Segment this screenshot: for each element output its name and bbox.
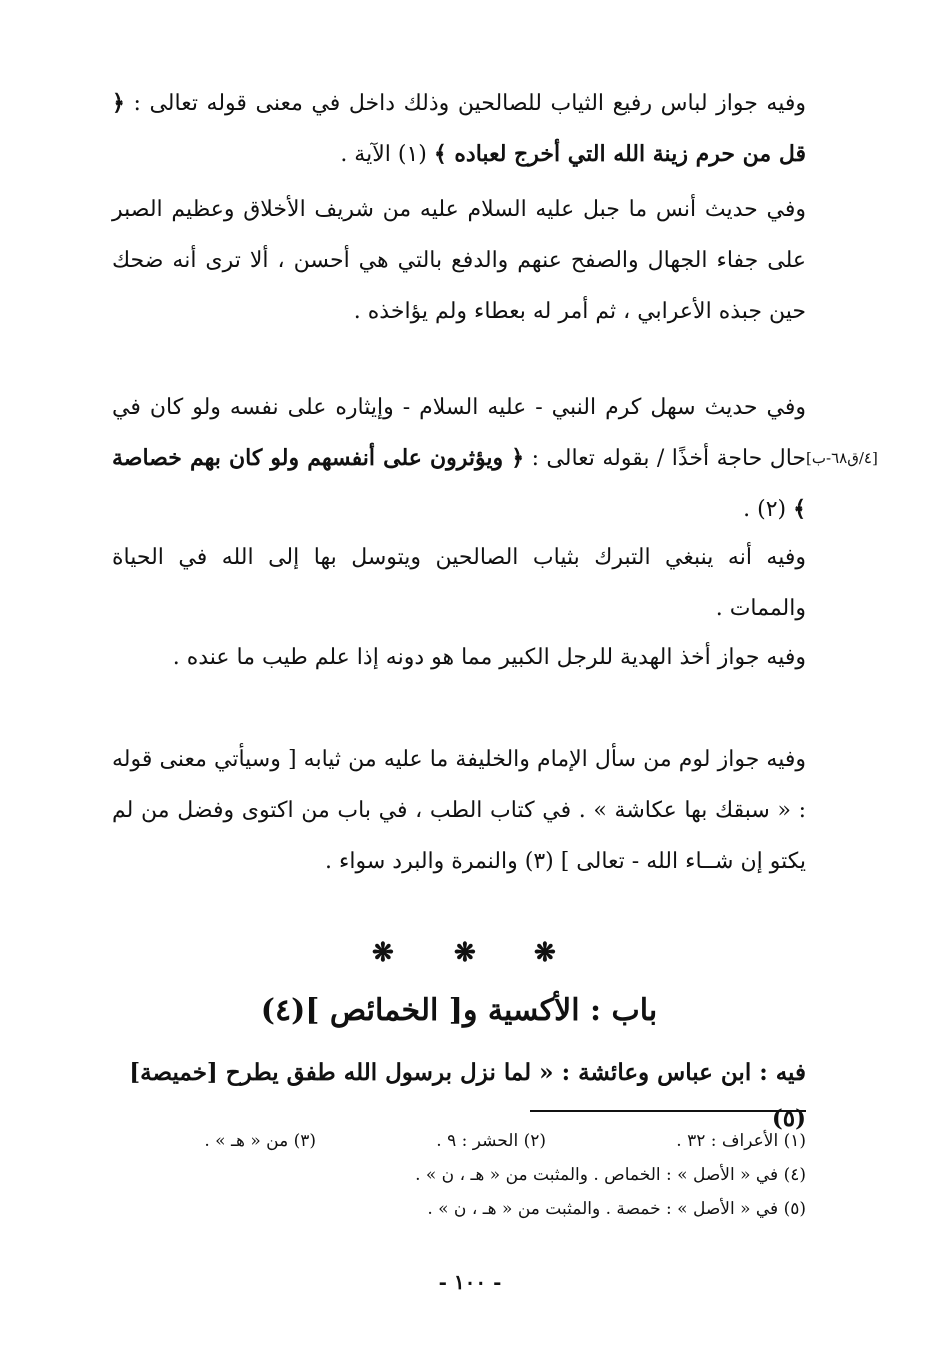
paragraph-3 (112, 382, 806, 535)
footnote-row (112, 1124, 806, 1158)
manuscript-folio-note: [٤/ق٦٨-ب] (806, 449, 878, 467)
paragraph-3-text: وفي حديث سهل كرم النبي - عليه السلام - وإيثاره على نفسه ولو كان في حال حاجة أخذًا / بقوله تعالى : (112, 395, 807, 471)
paragraph-5-text: وفيه جواز أخذ الهدية للرجل الكبير مما هو دونه إذا علم طيب ما عنده . (172, 645, 806, 670)
quran-quote-2: ﴿ ويؤثرون على أنفسهم ولو كان بهم خصاصة ﴾ (112, 445, 806, 522)
footnote-1: (١) الأعراف : ٣٢ . (676, 1131, 806, 1151)
chapter-title: باب : الأكسية و[ الخمائص ](٤) (260, 993, 658, 1028)
footnote-divider (530, 1110, 806, 1112)
quran-quote-1: ﴿ قل من حرم زينة الله التي أخرج لعباده ﴾ (112, 90, 806, 167)
section-separator (0, 938, 940, 978)
asterism-icon: ❋ (534, 938, 556, 968)
asterism-icon: ❋ (372, 938, 394, 968)
paragraph-6 (112, 734, 806, 887)
paragraph-1-tail: (١) الآية . (340, 142, 434, 167)
paragraph-4-text: وفيه أنه ينبغي التبرك بثياب الصالحين ويتوسل بها إلى الله في الحياة والممات . (112, 545, 806, 621)
paragraph-3-tail: (٢) . (743, 497, 794, 522)
asterism-icon: ❋ (454, 938, 476, 968)
paragraph-1-text: وفيه جواز لباس رفيع الثياب للصالحين وذلك داخل في معنى قوله تعالى : (124, 91, 806, 116)
footnote-row (112, 1192, 806, 1226)
paragraph-2-text: وفي حديث أنس ما جبل عليه السلام عليه من شريف الأخلاق وعظيم الصبر على جفاء الجهال والصفح عنهم والدفع بالتي هي أحسن ، ألا ترى أنه ضحك حين جبذه الأعرابي ، ثم أمر له بعطاء ولم يؤاخذه . (112, 197, 806, 324)
footnote-4: (٤) في « الأصل » : الخماص . والمثبت من « هـ ، ن » . (415, 1165, 806, 1185)
paragraph-1 (112, 78, 806, 180)
footnote-5: (٥) في « الأصل » : خمصة . والمثبت من « هـ ، ن » . (427, 1199, 806, 1219)
paragraph-2 (112, 184, 806, 337)
footnote-2: (٢) الحشر : ٩ . (436, 1131, 546, 1151)
footnotes (112, 1124, 806, 1226)
chapter-first-line: فيه : ابن عباس وعائشة : « لما نزل برسول الله طفق يطرح [خميصة](٥) (129, 1059, 806, 1132)
paragraph-6-text: وفيه جواز لوم من سأل الإمام والخليفة ما عليه من ثيابه [ وسيأتي معنى قوله : « سبقك بها عكاشة » . في كتاب الطب ، في باب من اكتوى وفضل من لم يكتو إن شــاء الله - تعالى ] (٣) والنمرة والبرد سواء . (112, 747, 806, 874)
paragraph-5 (112, 632, 806, 683)
footnote-3: (٣) من « هـ » . (204, 1131, 316, 1151)
page-number: - ١٠٠ - (438, 1270, 502, 1294)
footnote-row (112, 1158, 806, 1192)
paragraph-4 (112, 532, 806, 634)
